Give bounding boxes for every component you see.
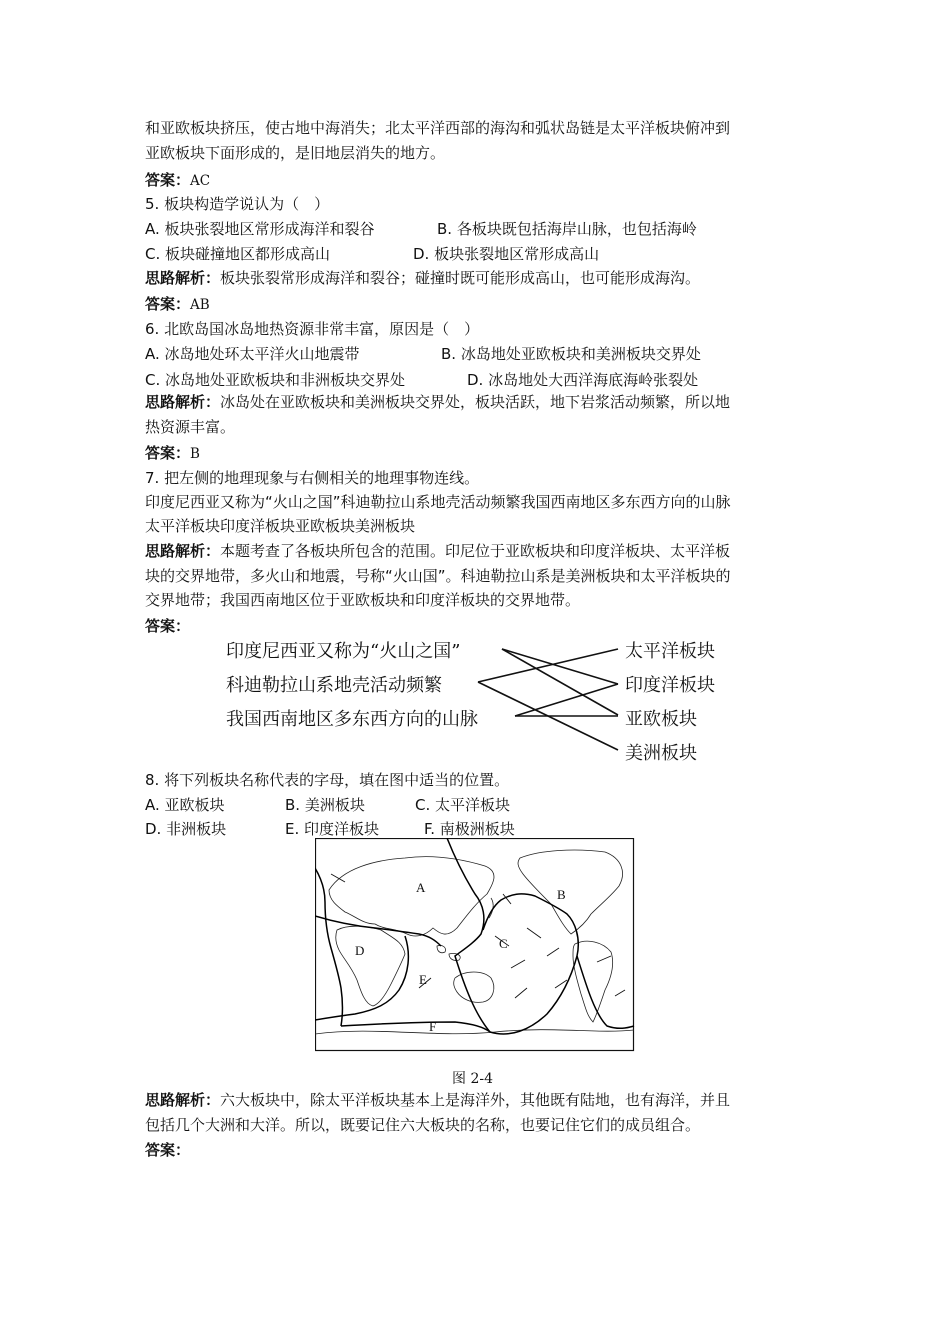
- answer-value: B: [190, 446, 200, 462]
- text-line: 亚欧板块下面形成的，是旧地层消失的地方。: [145, 144, 446, 162]
- analysis-label: 思路解析：: [145, 393, 221, 411]
- option-6a: A. 冰岛地处环太平洋火山地震带: [145, 345, 360, 363]
- match-left-2: 科迪勒拉山系地壳活动频繁: [226, 675, 442, 696]
- match-right-1: 太平洋板块: [625, 641, 715, 662]
- analysis-label: 思路解析：: [145, 1091, 221, 1109]
- question-7: 7. 把左侧的地理现象与右侧相关的地理事物连线。: [145, 469, 480, 487]
- answer-label: 答案：: [145, 1141, 191, 1159]
- plate-map: [315, 838, 635, 1052]
- text-line: 包括几个大洲和大洋。所以，既要记住六大板块的名称，也要记住它们的成员组合。: [145, 1116, 701, 1134]
- option-5c: C. 板块碰撞地区都形成高山: [145, 245, 331, 263]
- analysis-text: 冰岛处在亚欧板块和美洲板块交界处，板块活跃，地下岩浆活动频繁，所以地: [220, 393, 731, 411]
- text-line: 热资源丰富。: [145, 418, 236, 436]
- text-line: 和亚欧板块挤压，使古地中海消失；北太平洋西部的海沟和弧状岛链是太平洋板块俯冲到: [145, 119, 731, 137]
- option-8a: A. 亚欧板块: [145, 796, 225, 814]
- match-right-4: 美洲板块: [625, 743, 697, 764]
- question-6: 6. 北欧岛国冰岛地热资源非常丰富，原因是（ ）: [145, 320, 480, 338]
- answer-label: 答案：: [145, 171, 191, 189]
- option-5b: B. 各板块既包括海岸山脉，也包括海岭: [437, 220, 697, 238]
- question-8: 8. 将下列板块名称代表的字母，填在图中适当的位置。: [145, 771, 510, 789]
- match-line-1: [502, 649, 618, 684]
- answer-value: AB: [190, 297, 210, 313]
- option-8f: F. 南极洲板块: [424, 820, 515, 838]
- option-6d: D. 冰岛地处大西洋海底海岭张裂处: [467, 371, 699, 389]
- option-8d: D. 非洲板块: [145, 820, 227, 838]
- answer-value: AC: [190, 173, 211, 189]
- figure-caption: 图 2-4: [452, 1071, 493, 1087]
- analysis-label: 思路解析：: [145, 542, 221, 560]
- match-left-1: 印度尼西亚又称为“火山之国”: [226, 641, 461, 662]
- match-line-2: [502, 649, 618, 715]
- option-5d: D. 板块张裂地区常形成高山: [413, 245, 600, 263]
- match-right-3: 亚欧板块: [625, 709, 697, 730]
- option-6b: B. 冰岛地处亚欧板块和美洲板块交界处: [441, 345, 701, 363]
- analysis-8: [145, 1090, 730, 1110]
- answer-label: 答案：: [145, 444, 191, 462]
- option-8b: B. 美洲板块: [285, 796, 365, 814]
- option-8c: C. 太平洋板块: [415, 796, 511, 814]
- map-label-a: A: [416, 880, 426, 895]
- text-line: 交界地带；我国西南地区位于亚欧板块和印度洋板块的交界地带。: [145, 591, 581, 609]
- analysis-text: 本题考查了各板块所包含的范围。印尼位于亚欧板块和印度洋板块、太平洋板: [220, 542, 731, 560]
- option-8e: E. 印度洋板块: [285, 820, 380, 838]
- map-label-c: C: [499, 936, 508, 951]
- analysis-label: 思路解析：: [145, 269, 221, 287]
- analysis-text: 板块张裂常形成海洋和裂谷；碰撞时既可能形成高山，也可能形成海沟。: [220, 269, 701, 287]
- question-5: 5. 板块构造学说认为（ ）: [145, 195, 330, 213]
- match-line-5: [515, 684, 618, 716]
- text-line: 太平洋板块印度洋板块亚欧板块美洲板块: [145, 517, 416, 535]
- map-label-b: B: [557, 887, 566, 902]
- answer-label: 答案：: [145, 617, 191, 635]
- text-line: 块的交界地带，多火山和地震，号称“火山国”。科迪勒拉山系是美洲板块和太平洋板块的: [145, 567, 731, 585]
- option-5a: A. 板块张裂地区常形成海洋和裂谷: [145, 220, 375, 238]
- text-line: 印度尼西亚又称为“火山之国”科迪勒拉山系地壳活动频繁我国西南地区多东西方向的山脉: [145, 493, 731, 511]
- map-label-e: E: [419, 972, 427, 987]
- answer-label: 答案：: [145, 295, 191, 313]
- match-left-3: 我国西南地区多东西方向的山脉: [226, 709, 478, 730]
- map-label-d: D: [355, 943, 365, 958]
- match-right-2: 印度洋板块: [625, 675, 715, 696]
- analysis-text: 六大板块中，除太平洋板块基本上是海洋外，其他既有陆地，也有海洋，并且: [220, 1091, 731, 1109]
- map-label-f: F: [429, 1019, 437, 1034]
- option-6c: C. 冰岛地处亚欧板块和非洲板块交界处: [145, 371, 406, 389]
